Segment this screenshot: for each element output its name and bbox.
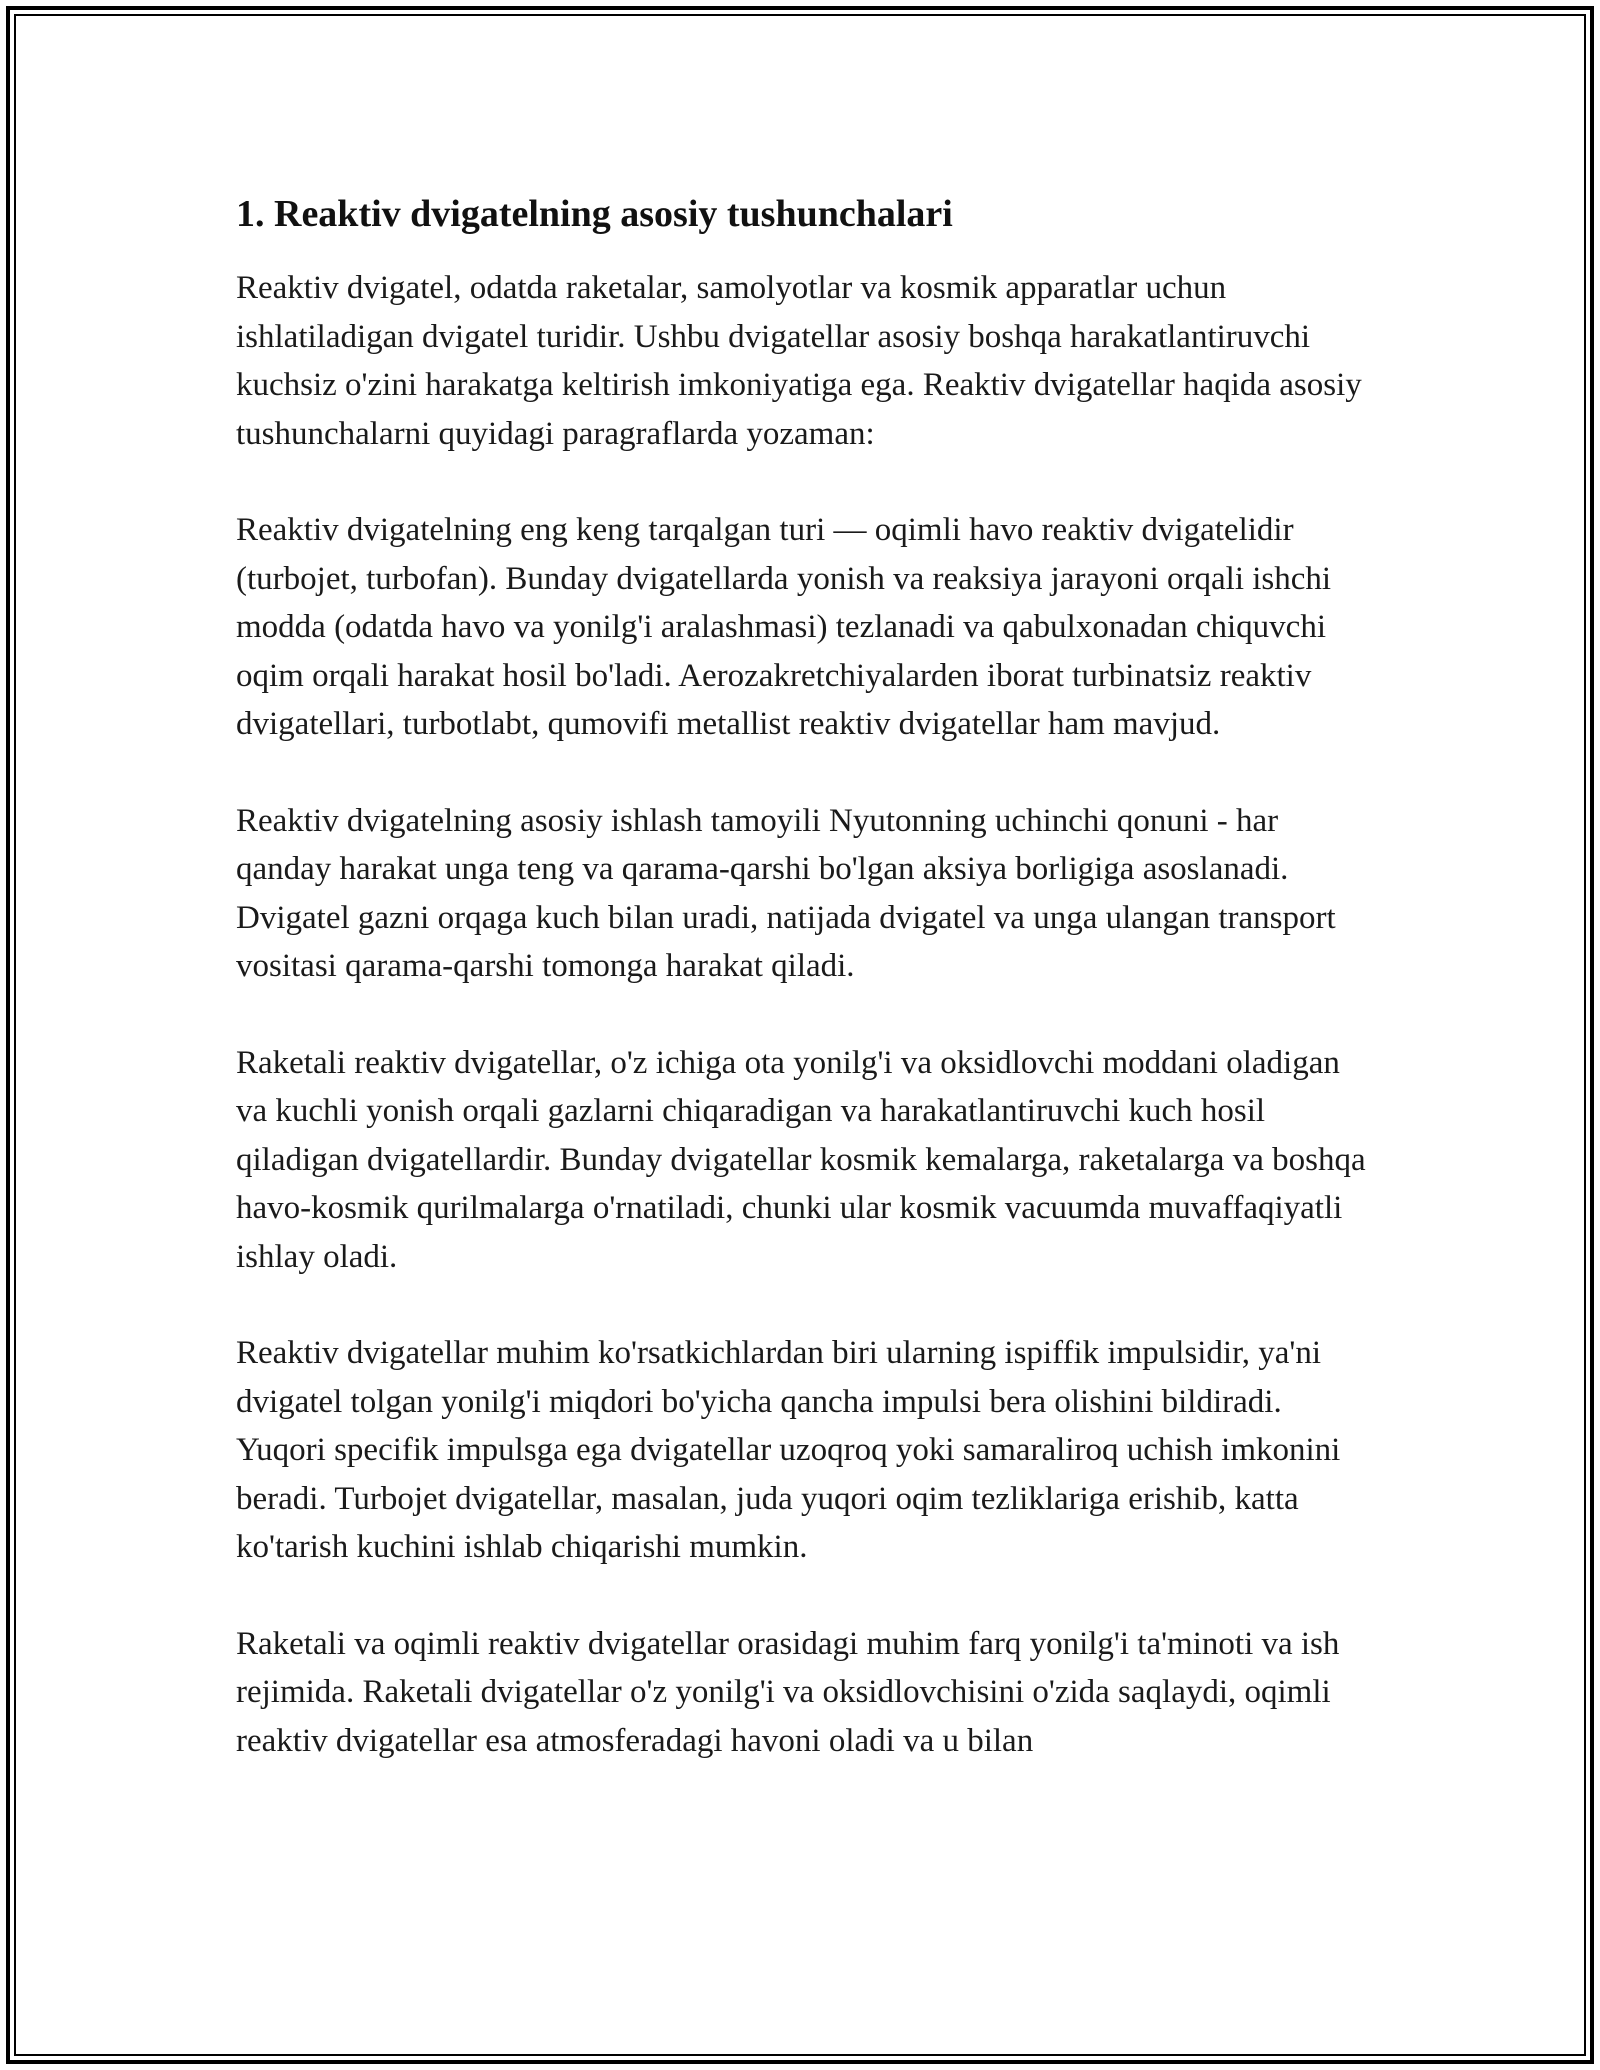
paragraph-jet-types: Reaktiv dvigatelning eng keng tarqalgan turi — oqimli havo reaktiv dvigatelidir (turbojet, turbofan). Bunday dvigatellarda yonish va reaksiya jarayoni orqali ishchi modda (odatda havo va yonilg'i aralashmasi) tezlanadi va qabulxonadan chiquvchi oqim orqali harakat hosil bo'ladi. Aerozakretchiyalarden iborat turbinatsiz reaktiv dvigatellari, turbotlabt, qumovifi metallist reaktiv dvigatellar ham mavjud. xyxy=(236,512,1332,742)
document-body xyxy=(236,186,1376,1765)
paragraph-intro: Reaktiv dvigatel, odatda raketalar, samolyotlar va kosmik apparatlar uchun ishlatiladigan dvigatel turidir. Ushbu dvigatellar asosiy boshqa harakatlantiruvchi kuchsiz o'zini harakatga keltirish imkoniyatiga ega. Reaktiv dvigatellar haqida asosiy tushunchalarni quyidagi paragraflarda yozaman: xyxy=(236,270,1362,452)
paragraph-specific-impulse: Reaktiv dvigatellar muhim ko'rsatkichlardan biri ularning ispiffik impulsidir, ya'ni dvigatel tolgan yonilg'i miqdori bo'yicha qancha impulsi bera olishini bildiradi. Yuqori specifik impulsga ega dvigatellar uzoqroq yoki samaraliroq uchish imkonini beradi. Turbojet dvigatellar, masalan, juda yuqori oqim tezliklariga erishib, katta ko'tarish kuchini ishlab chiqarishi mumkin. xyxy=(236,1335,1341,1565)
paragraph-rocket-engines: Raketali reaktiv dvigatellar, o'z ichiga ota yonilg'i va oksidlovchi moddani oladigan va kuchli yonish orqali gazlarni chiqaradigan va harakatlantiruvchi kuch hosil qiladigan dvigatellardir. Bunday dvigatellar kosmik kemalarga, raketalarga va boshqa havo-kosmik qurilmalarga o'rnatiladi, chunki ular kosmik vacuumda muvaffaqiyatli ishlay oladi. xyxy=(236,1044,1366,1275)
paragraph-newton-principle: Reaktiv dvigatelning asosiy ishlash tamoyili Nyutonning uchinchi qonuni - har qanday harakat unga teng va qarama-qarshi bo'lgan aksiya borligiga asoslanadi. Dvigatel gazni orqaga kuch bilan uradi, natijada dvigatel va unga ulangan transport vositasi qarama-qarshi tomonga harakat qiladi. xyxy=(236,802,1336,984)
paragraph-rocket-vs-airbreathing: Raketali va oqimli reaktiv dvigatellar orasidagi muhim farq yonilg'i ta'minoti va ish rejimida. Raketali dvigatellar o'z yonilg'i va oksidlovchisini o'zida saqlaydi, oqimli reaktiv dvigatellar esa atmosferadagi havoni oladi va u bilan xyxy=(236,1625,1340,1759)
document-title: 1. Reaktiv dvigatelning asosiy tushunchalari xyxy=(236,193,953,235)
